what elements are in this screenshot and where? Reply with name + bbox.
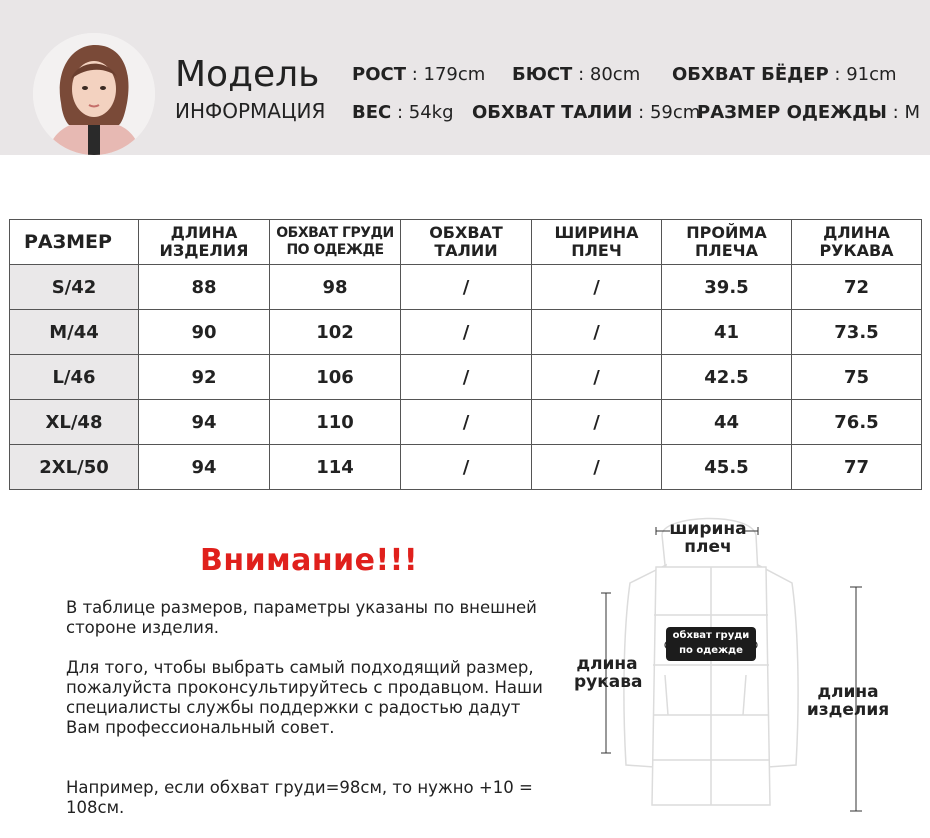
table-cell: 114 [270, 445, 401, 490]
stat-value: M [904, 102, 921, 123]
size-cell: XL/48 [10, 400, 139, 445]
header-sleeve-length: ДЛИНА РУКАВА [792, 220, 922, 265]
stat-separator: : [396, 102, 404, 123]
stat-weight [352, 102, 454, 124]
header-waist: ОБХВАТ ТАЛИИ [401, 220, 532, 265]
size-cell: M/44 [10, 310, 139, 355]
table-cell: 88 [139, 265, 270, 310]
table-cell: 94 [139, 445, 270, 490]
table-cell: / [401, 265, 532, 310]
stat-separator: : [892, 102, 899, 123]
notice-paragraph-3: Например, если обхват груди=98см, то нужно +10 = 108см. [66, 778, 533, 817]
table-cell: / [532, 400, 662, 445]
table-cell: / [401, 310, 532, 355]
table-cell: 106 [270, 355, 401, 400]
notice-paragraph-1: В таблице размеров, параметры указаны по внешней стороне изделия. [66, 598, 537, 637]
size-chart-table [9, 219, 922, 490]
table-cell: 73.5 [792, 310, 922, 355]
stat-height [352, 64, 485, 86]
table-cell: 42.5 [662, 355, 792, 400]
diagram-label-sleeve-length: длина рукава [574, 654, 643, 692]
stat-value: 91cm [846, 64, 897, 85]
stat-label: РОСТ [352, 64, 406, 85]
table-cell: 77 [792, 445, 922, 490]
diagram-label-garment-length: длина изделия [806, 682, 890, 720]
jacket-silhouette [624, 518, 798, 805]
table-cell: 110 [270, 400, 401, 445]
table-cell: / [401, 445, 532, 490]
table-cell: / [532, 310, 662, 355]
table-row [10, 400, 922, 445]
table-row [10, 310, 922, 355]
stat-waist [472, 102, 700, 124]
model-title: Модель [175, 54, 320, 95]
stat-separator: : [578, 64, 585, 85]
stat-clothing-size [697, 102, 920, 124]
table-cell: / [532, 445, 662, 490]
table-cell: / [532, 265, 662, 310]
table-row [10, 355, 922, 400]
table-cell: / [401, 400, 532, 445]
stat-label: РАЗМЕР ОДЕЖДЫ [697, 102, 887, 123]
table-cell: 94 [139, 400, 270, 445]
model-photo [33, 33, 155, 155]
stat-label: БЮСТ [512, 64, 573, 85]
stat-bust [512, 64, 640, 86]
stat-separator: : [638, 102, 645, 123]
header-armhole: ПРОЙМА ПЛЕЧА [662, 220, 792, 265]
model-subtitle: ИНФОРМАЦИЯ [175, 99, 326, 123]
header-shoulder-width: ШИРИНА ПЛЕЧ [532, 220, 662, 265]
table-row [10, 265, 922, 310]
size-cell: S/42 [10, 265, 139, 310]
stat-value: 80cm [589, 64, 641, 85]
header-chest: ОБХВАТ ГРУДИ ПО ОДЕЖДЕ [270, 220, 401, 265]
notice-paragraph-2: Для того, чтобы выбрать самый подходящий размер, пожалуйста проконсультируйтесь с продавцом. Наши специалисты службы поддержки с радостью дадут Вам профессиональный совет. [66, 658, 543, 737]
stat-label: ОБХВАТ БЁДЕР [672, 64, 829, 85]
size-cell: L/46 [10, 355, 139, 400]
table-cell: 41 [662, 310, 792, 355]
table-header-row [10, 220, 922, 265]
stat-separator: : [834, 64, 841, 85]
table-cell: 72 [792, 265, 922, 310]
header-garment-length: ДЛИНА ИЗДЕЛИЯ [139, 220, 270, 265]
diagram-label-shoulder-width: ширина плеч [669, 519, 747, 557]
table-cell: 90 [139, 310, 270, 355]
stat-value: 59cm [649, 102, 701, 123]
table-cell: 76.5 [792, 400, 922, 445]
header-size: РАЗМЕР [10, 220, 139, 265]
stat-label: ОБХВАТ ТАЛИИ [472, 102, 633, 123]
stat-label: ВЕС [352, 102, 392, 123]
table-cell: 92 [139, 355, 270, 400]
stat-hips [672, 64, 897, 86]
diagram-label-chest: обхват груди по одежде [666, 627, 756, 661]
table-cell: 39.5 [662, 265, 792, 310]
table-cell: 75 [792, 355, 922, 400]
table-cell: 98 [270, 265, 401, 310]
attention-heading: Внимание!!! [200, 543, 419, 578]
stat-separator: : [411, 64, 418, 85]
table-row [10, 445, 922, 490]
table-cell: 102 [270, 310, 401, 355]
table-cell: 44 [662, 400, 792, 445]
stat-value: 179cm [423, 64, 486, 85]
stat-value: 54kg [408, 102, 454, 123]
size-cell: 2XL/50 [10, 445, 139, 490]
model-portrait-image [33, 33, 155, 155]
model-info-banner [0, 0, 930, 155]
table-cell: 45.5 [662, 445, 792, 490]
table-cell: / [532, 355, 662, 400]
table-cell: / [401, 355, 532, 400]
